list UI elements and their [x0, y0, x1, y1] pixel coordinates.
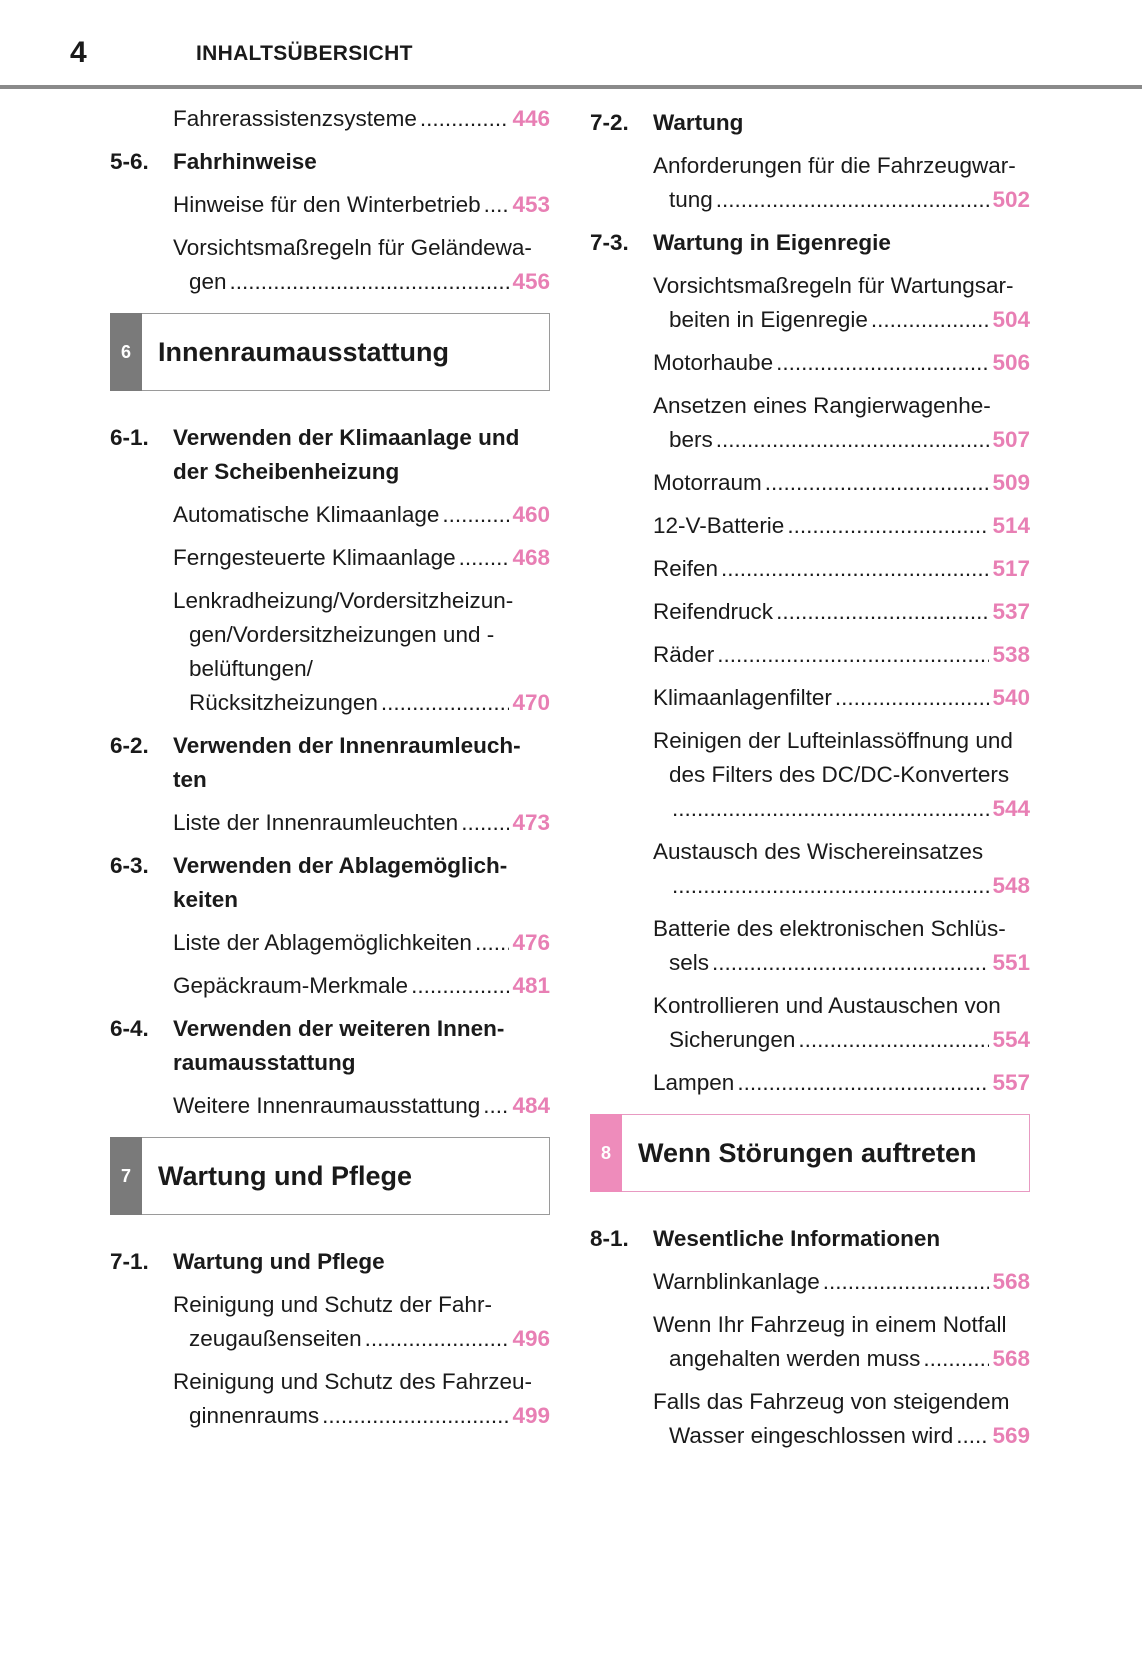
toc-entry-text: angehalten werden muss [669, 1346, 921, 1371]
dot-leader [381, 686, 510, 720]
dot-leader [823, 1265, 990, 1299]
toc-entry-text: Batterie des elektronischen Schlüs- [653, 916, 1006, 941]
toc-entry-text: Fahrerassistenzsysteme [173, 106, 417, 131]
toc-entry-text: sels [669, 950, 710, 975]
section-number: 6-1. [110, 425, 149, 450]
dot-leader [721, 552, 989, 586]
section-heading[interactable] [590, 1222, 1030, 1256]
dot-leader [871, 303, 990, 337]
dot-leader [672, 792, 989, 826]
section-heading[interactable] [110, 421, 550, 489]
page-number-link[interactable]: 460 [512, 502, 550, 527]
toc-entry[interactable] [173, 806, 550, 840]
dot-leader [475, 926, 510, 960]
toc-entry-text: Räder [653, 642, 715, 667]
toc-entry[interactable] [653, 638, 1030, 672]
page-number-link[interactable]: 537 [992, 599, 1030, 624]
toc-entry-text: zeugaußenseiten [189, 1326, 362, 1351]
toc-entry[interactable] [173, 498, 550, 532]
page-number-link[interactable]: 506 [992, 350, 1030, 375]
chapter-title: Innenraumausstattung [158, 336, 450, 367]
page-number-link[interactable]: 476 [512, 930, 550, 955]
page-number-link[interactable]: 540 [992, 685, 1030, 710]
toc-entry[interactable] [653, 989, 1030, 1057]
toc-entry-text: bers [669, 427, 713, 452]
toc-entry[interactable] [173, 1288, 550, 1356]
toc-entry-text: gen [189, 269, 227, 294]
section-title: Wartung in Eigenregie [653, 230, 891, 255]
page-number-link[interactable]: 446 [512, 106, 550, 131]
toc-entry[interactable] [173, 1089, 550, 1123]
dot-leader [798, 1023, 989, 1057]
toc-entry[interactable] [173, 231, 550, 299]
page-number-link[interactable]: 551 [992, 950, 1030, 975]
section-number: 8-1. [590, 1226, 629, 1251]
page-number-link[interactable]: 456 [512, 269, 550, 294]
page-number-link[interactable]: 502 [992, 187, 1030, 212]
section-title: Fahrhinweise [173, 149, 317, 174]
dot-leader [442, 498, 509, 532]
page-number-link[interactable]: 517 [992, 556, 1030, 581]
toc-entry[interactable] [653, 346, 1030, 380]
dot-leader [322, 1399, 509, 1433]
section-heading[interactable] [110, 849, 550, 917]
section-number: 6-2. [110, 733, 149, 758]
header-title: INHALTSÜBERSICHT [196, 42, 413, 65]
page-number-link[interactable]: 484 [512, 1093, 550, 1118]
page-number-link[interactable]: 509 [992, 470, 1030, 495]
page-number-link[interactable]: 544 [992, 796, 1030, 821]
chapter-number-tab: 8 [590, 1114, 622, 1192]
toc-entry-text: Rücksitzheizungen [189, 690, 378, 715]
section-number: 7-3. [590, 230, 629, 255]
toc-entry-text: beiten in Eigenregie [669, 307, 868, 332]
dot-leader [716, 183, 990, 217]
section-heading[interactable] [590, 226, 1030, 260]
section-title: Wartung [653, 110, 744, 135]
dot-leader [923, 1342, 989, 1376]
toc-entry[interactable] [653, 269, 1030, 337]
header-divider [0, 85, 1142, 89]
toc-group [110, 1288, 550, 1433]
toc-entry-text: Liste der Ablagemöglichkeiten [173, 930, 472, 955]
page-number-link[interactable]: 514 [992, 513, 1030, 538]
toc-entry-text: Reifendruck [653, 599, 774, 624]
page-number-link[interactable]: 499 [512, 1403, 550, 1428]
section-number: 5-6. [110, 149, 149, 174]
toc-entry-text: tung [669, 187, 713, 212]
toc-entry[interactable] [653, 681, 1030, 715]
dot-leader [459, 541, 510, 575]
toc-group [110, 926, 550, 1003]
section-number: 7-1. [110, 1249, 149, 1274]
toc-entry[interactable] [653, 552, 1030, 586]
dot-leader [484, 188, 510, 222]
toc-entry-text: Wasser eingeschlossen wird [669, 1423, 954, 1448]
dot-leader [420, 102, 510, 136]
page-number-link[interactable]: 538 [992, 642, 1030, 667]
toc-entry-text: Kontrollieren und Austauschen von [653, 993, 1001, 1018]
toc-entry[interactable] [173, 1365, 550, 1433]
toc-entry-text: Motorhaube [653, 350, 774, 375]
toc-entry-text: Warnblinkanlage [653, 1269, 820, 1294]
toc-entry[interactable] [653, 1265, 1030, 1299]
dot-leader [483, 1089, 509, 1123]
dot-leader [765, 466, 990, 500]
dot-leader [365, 1322, 510, 1356]
page-number-link[interactable]: 569 [992, 1423, 1030, 1448]
section-number: 6-4. [110, 1016, 149, 1041]
toc-entry-text: Reinigen der Lufteinlassöffnung und [653, 728, 1013, 753]
toc-group [590, 269, 1030, 1100]
section-heading[interactable] [590, 106, 1030, 140]
toc-entry-text: Lampen [653, 1070, 735, 1095]
dot-leader [716, 423, 990, 457]
toc-entry[interactable] [173, 584, 550, 720]
toc-entry-text: Hinweise für den Winterbetrieb [173, 192, 481, 217]
toc-entry[interactable] [653, 912, 1030, 980]
toc-entry[interactable] [653, 1066, 1030, 1100]
page-number-link[interactable]: 568 [992, 1346, 1030, 1371]
section-title: Verwenden der weiteren Innen- raumausstattung [173, 1016, 505, 1075]
toc-entry-text: Reifen [653, 556, 719, 581]
page-number-link[interactable]: 496 [512, 1326, 550, 1351]
toc-entry[interactable] [173, 969, 550, 1003]
dot-leader [717, 638, 989, 672]
toc-entry-text: Vorsichtsmaßregeln für Wartungsar- [653, 273, 1014, 298]
toc-entry-text: des Filters des DC/DC-Konverters [669, 762, 1010, 787]
dot-leader [956, 1419, 989, 1453]
section-number: 7-2. [590, 110, 629, 135]
toc-group [110, 102, 550, 136]
page-header [0, 0, 1142, 90]
section-title: Wartung und Pflege [173, 1249, 385, 1274]
dot-leader [835, 681, 990, 715]
chapter-title: Wenn Störungen auftreten [638, 1137, 977, 1168]
toc-entry[interactable] [653, 724, 1030, 826]
dot-leader [712, 946, 989, 980]
dot-leader [776, 346, 989, 380]
toc-entry-text: Wenn Ihr Fahrzeug in einem Notfall [653, 1312, 1007, 1337]
toc-entry-text: Reinigung und Schutz der Fahr- [173, 1292, 492, 1317]
toc-group [110, 1089, 550, 1123]
page-number-link[interactable]: 468 [512, 545, 550, 570]
dot-leader [737, 1066, 989, 1100]
toc-entry-text: Automatische Klimaanlage [173, 502, 440, 527]
page-number-link[interactable]: 557 [992, 1070, 1030, 1095]
section-title: Verwenden der Innenraumleuch- ten [173, 733, 521, 792]
toc-entry[interactable] [173, 102, 550, 136]
toc-entry[interactable] [173, 541, 550, 575]
dot-leader [411, 969, 509, 1003]
toc-entry-text: Ansetzen eines Rangierwagenhe- [653, 393, 991, 418]
toc-entry-text: Lenkradheizung/Vordersitzheizun- [173, 588, 514, 613]
dot-leader [776, 595, 989, 629]
page-number-link[interactable]: 470 [512, 690, 550, 715]
section-title: Verwenden der Ablagemöglich- keiten [173, 853, 508, 912]
page-number-link[interactable]: 507 [992, 427, 1030, 452]
section-heading[interactable] [110, 1012, 550, 1080]
chapter-8-banner[interactable] [590, 1114, 1030, 1192]
toc-entry-text: Liste der Innenraumleuchten [173, 810, 459, 835]
page-number-link[interactable]: 554 [992, 1027, 1030, 1052]
section-title: Wesentliche Informationen [653, 1226, 941, 1251]
toc-entry[interactable] [653, 1385, 1030, 1453]
toc-entry-text: ginnenraums [189, 1403, 320, 1428]
page-number-link[interactable]: 548 [992, 873, 1030, 898]
toc-entry[interactable] [653, 466, 1030, 500]
toc-entry[interactable] [653, 1308, 1030, 1376]
toc-left-column [110, 102, 550, 1442]
chapter-7-banner[interactable] [110, 1137, 550, 1215]
toc-entry[interactable] [653, 509, 1030, 543]
toc-entry[interactable] [173, 926, 550, 960]
page-number: 4 [70, 36, 87, 69]
toc-entry-text: Austausch des Wischereinsatzes [653, 839, 984, 864]
toc-entry[interactable] [653, 835, 1030, 903]
section-heading[interactable] [110, 1245, 550, 1279]
section-heading[interactable] [110, 729, 550, 797]
toc-entry-text: 12-V-Batterie [653, 513, 785, 538]
page-number-link[interactable]: 568 [992, 1269, 1030, 1294]
toc-entry-text: Sicherungen [669, 1027, 796, 1052]
chapter-number-tab: 6 [110, 313, 142, 391]
toc-entry-text: Reinigung und Schutz des Fahrzeu- [173, 1369, 532, 1394]
toc-group [590, 149, 1030, 217]
page-number-link[interactable]: 453 [512, 192, 550, 217]
dot-leader [230, 265, 510, 299]
toc-entry-text: Anforderungen für die Fahrzeugwar- [653, 153, 1016, 178]
toc-entry-text: Motorraum [653, 470, 762, 495]
chapter-6-banner[interactable] [110, 313, 550, 391]
page-number-link[interactable]: 473 [512, 810, 550, 835]
toc-entry[interactable] [653, 389, 1030, 457]
toc-entry-text: Gepäckraum-Merkmale [173, 973, 409, 998]
toc-group [110, 806, 550, 840]
section-number: 6-3. [110, 853, 149, 878]
toc-entry[interactable] [653, 149, 1030, 217]
section-heading[interactable] [110, 145, 550, 179]
toc-group [110, 188, 550, 299]
page-number-link[interactable]: 504 [992, 307, 1030, 332]
toc-group [590, 1265, 1030, 1453]
toc-group [110, 498, 550, 720]
toc-right-column [590, 102, 1030, 1462]
toc-entry-text: belüftungen/ [189, 656, 313, 681]
dot-leader [461, 806, 509, 840]
dot-leader [672, 869, 989, 903]
chapter-number-tab: 7 [110, 1137, 142, 1215]
section-title: Verwenden der Klimaanlage und der Scheibenheizung [173, 425, 520, 484]
chapter-title: Wartung und Pflege [158, 1160, 412, 1191]
page-number-link[interactable]: 481 [512, 973, 550, 998]
toc-entry[interactable] [653, 595, 1030, 629]
toc-entry-text: gen/Vordersitzheizungen und - [189, 622, 495, 647]
toc-entry[interactable] [173, 188, 550, 222]
toc-entry-text: Vorsichtsmaßregeln für Geländewa- [173, 235, 532, 260]
toc-entry-text: Falls das Fahrzeug von steigendem [653, 1389, 1010, 1414]
dot-leader [787, 509, 989, 543]
toc-entry-text: Weitere Innenraumausstattung [173, 1093, 481, 1118]
toc-entry-text: Ferngesteuerte Klimaanlage [173, 545, 456, 570]
toc-entry-text: Klimaanlagenfilter [653, 685, 832, 710]
